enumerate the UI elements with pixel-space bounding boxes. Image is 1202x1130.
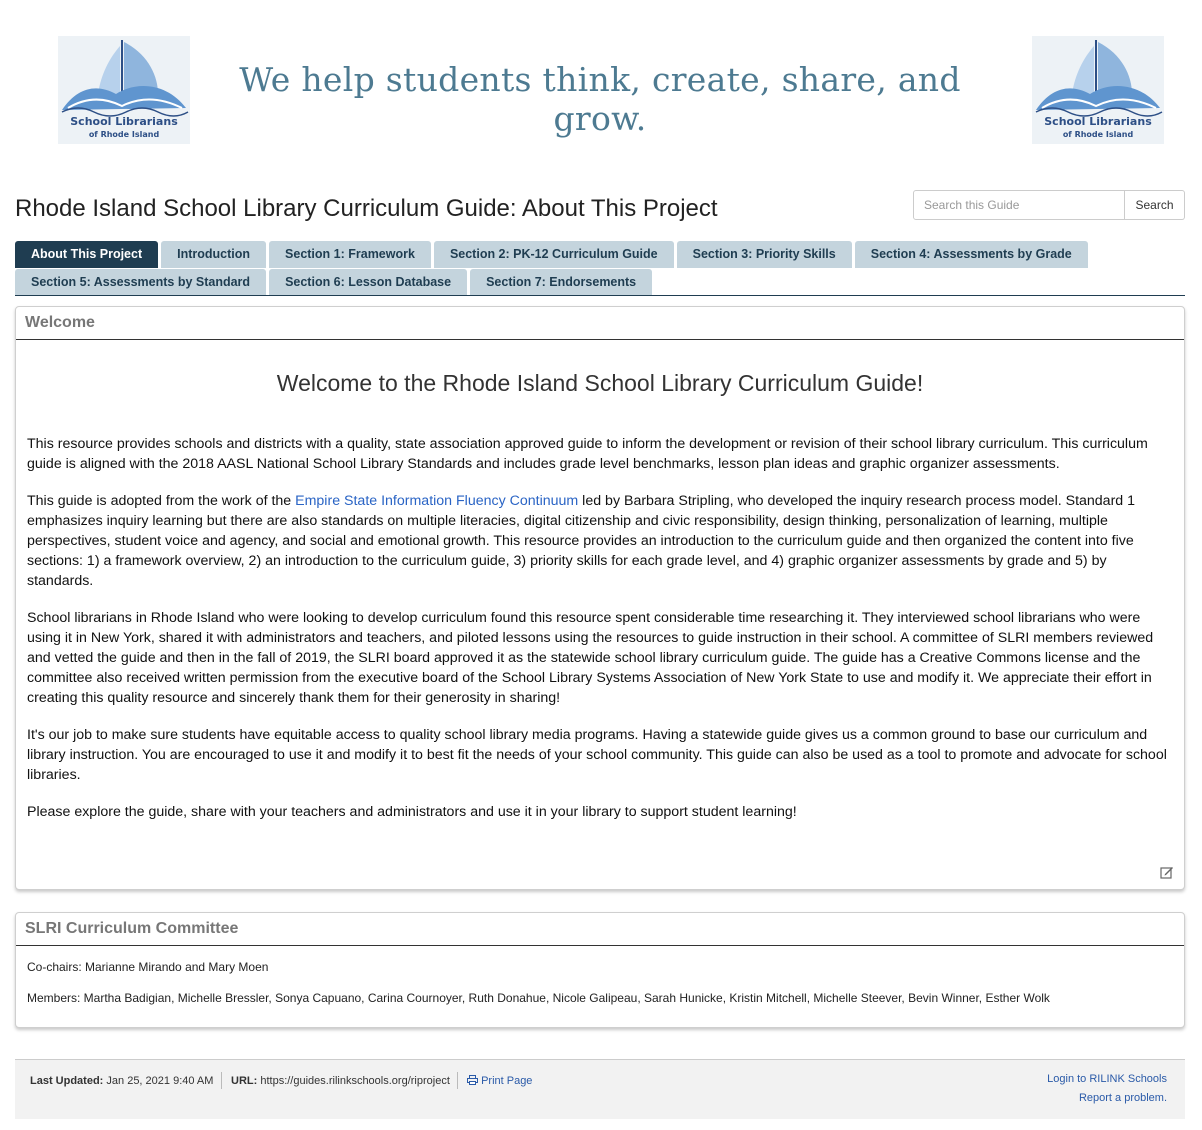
- tab-section-6-lesson-database[interactable]: Section 6: Lesson Database: [269, 269, 467, 296]
- tab-row-2: [15, 269, 655, 296]
- explore-paragraph: Please explore the guide, share with your teachers and administrators and use it in your library to support student learning!: [27, 804, 797, 820]
- welcome-panel: [15, 306, 1185, 890]
- committee-panel-header: SLRI Curriculum Committee: [16, 913, 1184, 946]
- adoption-text-before: This guide is adopted from the work of the: [27, 493, 296, 509]
- tab-section-3-priority-skills[interactable]: Section 3: Priority Skills: [677, 241, 852, 268]
- slri-logo-right[interactable]: [1032, 36, 1164, 144]
- research-paragraph: School librarians in Rhode Island who were looking to develop curriculum found this resource spent considerable time researching it. They interviewed school librarians who were using it in New York, shared it with administrators and teachers, and piloted lessons using the resources to guide instruction in their school. A committee of SLRI members reviewed and vetted the guide and then in the fall of 2019, the SLRI board approved it as the statewide school library curriculum guide. The guide has a Creative Commons license and the committee also received written permission from the executive board of the School Library Systems Association of New York State to use and modify it. We appreciate their effort in creating this quality resource and sincerely thank them for their generosity in sharing!: [27, 610, 1154, 706]
- welcome-title: Welcome to the Rhode Island School Library Curriculum Guide!: [276, 370, 924, 396]
- tab-about-this-project[interactable]: About This Project: [15, 241, 158, 268]
- slogan: We help students think, create, share, and grow.: [239, 60, 961, 138]
- logo-line1: School Librarians: [1044, 115, 1152, 128]
- committee-panel: [15, 912, 1185, 1028]
- last-updated: [30, 1074, 213, 1088]
- tab-section-2-curriculum-guide[interactable]: Section 2: PK-12 Curriculum Guide: [434, 241, 674, 268]
- url-value: https://guides.rilinkschools.org/riproject: [260, 1075, 450, 1087]
- tab-section-4-assessments-by-grade[interactable]: Section 4: Assessments by Grade: [855, 241, 1088, 268]
- committee-cochairs: Co-chairs: Marianne Mirando and Mary Moen: [27, 960, 269, 974]
- tab-introduction[interactable]: Introduction: [161, 241, 266, 268]
- search-button[interactable]: Search: [1125, 190, 1185, 220]
- print-page-label: Print Page: [481, 1075, 533, 1087]
- page-footer: [15, 1059, 1185, 1119]
- adoption-paragraph: [27, 491, 1173, 591]
- guide-tabs: [15, 241, 1185, 296]
- print-page-link[interactable]: [467, 1074, 532, 1088]
- footer-divider: [221, 1072, 222, 1089]
- login-link[interactable]: Login to RILINK Schools: [1047, 1073, 1167, 1085]
- search-input[interactable]: [913, 190, 1125, 220]
- adoption-text-after: led by Barbara Stripling, who developed the inquiry research process model. Standard 1 emphasizes inquiry learning but there are also standards on multiple literacies, digital citizenship and civic responsibility, design thinking, personalization of learning, multiple perspectives, student voice and agency, and social and emotional growth. This resource provides an introduction to the curriculum guide and then organized the content into five sections: 1) a framework overview, 2) an introduction to the curriculum guide, 3) priority skills for each grade level, and 4) graphic organizer assessments by grade and 5) by standards.: [27, 493, 1136, 589]
- guide-search: [913, 190, 1185, 220]
- tab-underline: [15, 295, 1185, 296]
- site-banner: [0, 0, 1202, 160]
- intro-paragraph: This resource provides schools and districts with a quality, state association approved guide to inform the development or revision of their school library curriculum. This curriculum guide is aligned with the 2018 AASL National School Library Standards and includes grade level benchmarks, lesson plan ideas and graphic organizer assessments.: [27, 436, 1148, 472]
- logo-line1: School Librarians: [70, 115, 178, 128]
- empire-state-continuum-link[interactable]: Empire State Information Fluency Continuum: [295, 493, 579, 509]
- tab-section-7-endorsements[interactable]: Section 7: Endorsements: [470, 269, 652, 296]
- welcome-panel-header: Welcome: [16, 307, 1184, 340]
- logo-line2: of Rhode Island: [88, 130, 160, 139]
- committee-members: Members: Martha Badigian, Michelle Bressler, Sonya Capuano, Carina Cournoyer, Ruth Donahue, Nicole Galipeau, Sarah Hunicke, Kristin Mitchell, Michelle Steever, Bevin Winner, Esther Wolk: [27, 991, 1050, 1005]
- slri-logo-left[interactable]: [58, 36, 190, 144]
- logo-line2: of Rhode Island: [1062, 130, 1134, 139]
- welcome-panel-body: [16, 370, 1184, 822]
- tab-section-5-assessments-by-standard[interactable]: Section 5: Assessments by Standard: [15, 269, 266, 296]
- last-updated-label: Last Updated:: [30, 1075, 104, 1087]
- tab-row-1: [15, 241, 1091, 268]
- url-label: URL:: [231, 1075, 258, 1087]
- report-problem-link[interactable]: Report a problem.: [1078, 1092, 1167, 1104]
- page-title: Rhode Island School Library Curriculum Guide: About This Project: [15, 195, 718, 222]
- tab-section-1-framework[interactable]: Section 1: Framework: [269, 241, 431, 268]
- last-updated-value: Jan 25, 2021 9:40 AM: [106, 1075, 214, 1087]
- access-paragraph: It's our job to make sure students have equitable access to quality school library media programs. Having a statewide guide gives us a common ground to base our curriculum and library instruction. You are encouraged to use it and modify it to best fit the needs of your school community. This guide can also be used as a tool to promote and advocate for school libraries.: [27, 727, 1167, 783]
- footer-divider: [457, 1072, 458, 1089]
- edit-icon[interactable]: [1160, 865, 1174, 879]
- page-url: [231, 1074, 450, 1088]
- printer-icon: [467, 1075, 478, 1085]
